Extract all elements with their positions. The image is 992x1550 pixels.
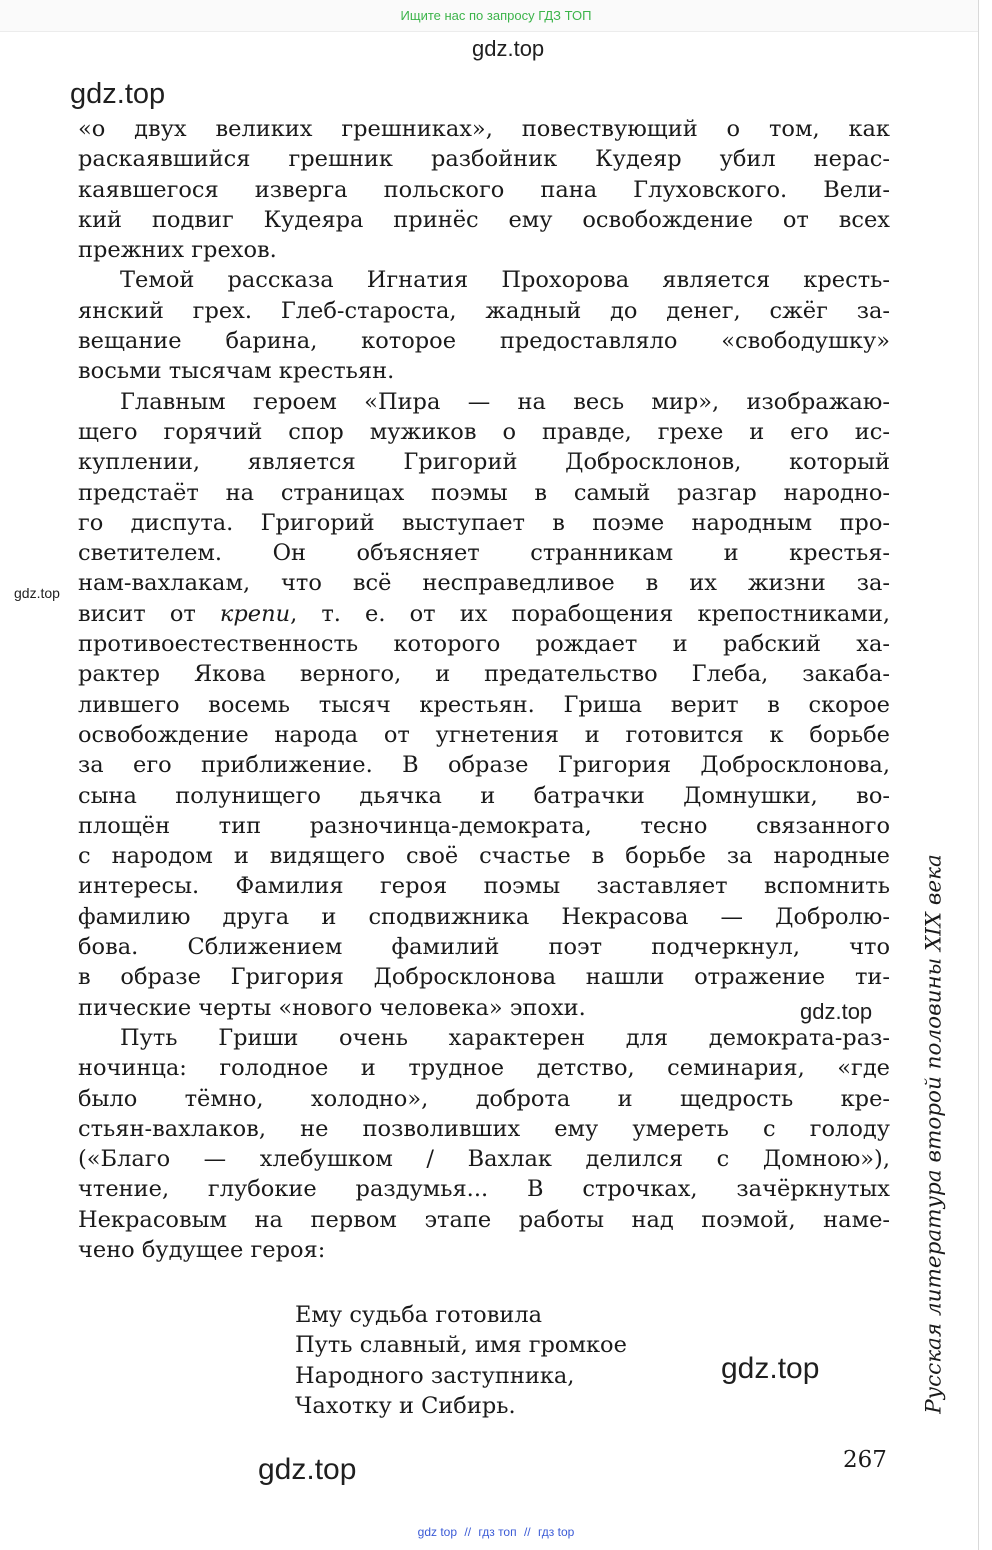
- poem-line: Путь славный, имя громкое: [295, 1332, 627, 1359]
- watermark: gdz.top: [258, 1453, 357, 1486]
- text-line: «о двух великих грешниках», повествующий о том, как: [78, 116, 890, 142]
- section-side-caption-text: Русская литература второй половины XIX века: [921, 854, 947, 1414]
- top-banner: [0, 0, 992, 32]
- bottom-link[interactable]: гдз top: [537, 1525, 575, 1539]
- text-line: светителем. Он объясняет странникам и крестья-: [78, 540, 890, 567]
- text-line: куплении, является Григорий Добросклонов, который: [78, 449, 890, 476]
- text-line: стьян-вахлаков, не позволивших ему умереть с голоду: [78, 1115, 890, 1142]
- text-line: («Благо — хлебушком / Вахлак делился с Домною»),: [78, 1146, 890, 1173]
- text-line: в образе Григория Добросклонова нашли отражение ти-: [78, 964, 890, 991]
- bottom-link[interactable]: gdz top: [417, 1525, 458, 1539]
- text-line: фамилию друга и сподвижника Некрасова — Добролю-: [78, 903, 890, 930]
- text-line: сына полунищего дьячка и батрачки Домнушки, во-: [78, 782, 890, 809]
- text-line: Путь Гриши очень характерен для демократа-раз-: [120, 1024, 890, 1051]
- poem-quote: [295, 1300, 627, 1421]
- poem-line: Народного заступника,: [295, 1362, 575, 1389]
- text-line: предстаёт на страницах поэмы в самый разгар народно-: [78, 479, 890, 506]
- text-line: восьми тысячам крестьян.: [78, 358, 395, 385]
- page-number: 267: [843, 1447, 887, 1473]
- bottom-link-separator: //: [464, 1525, 472, 1539]
- paragraph: [78, 1023, 890, 1265]
- text-line: пические черты «нового человека» эпохи.: [78, 994, 586, 1021]
- text-line: чено будущее героя:: [78, 1236, 326, 1263]
- text-line: прежних грехов.: [78, 237, 277, 264]
- text-line: площён тип разночинца-демократа, тесно связанного: [78, 812, 890, 839]
- text-line: раскаявшийся грешник разбойник Кудеяр убил нерас-: [78, 146, 890, 173]
- poem-line: Ему судьба готовила: [295, 1302, 543, 1328]
- text-line: чтение, глубокие раздумья... В строчках, зачёркнутых: [78, 1176, 890, 1203]
- text-line: каявшегося изверга польского пана Глуховского. Вели-: [78, 176, 890, 203]
- text-line: висит от крепи, т. е. от их порабощения крепостниками,: [78, 600, 890, 627]
- text-line: янский грех. Глеб-староста, жадный до денег, сжёг за-: [78, 297, 890, 324]
- text-line: рактер Якова верного, и предательство Глеба, закаба-: [78, 661, 890, 688]
- paragraph: [78, 114, 890, 265]
- bottom-link-separator: //: [523, 1525, 531, 1539]
- top-banner-text: Ищите нас по запросу ГДЗ ТОП: [400, 8, 592, 23]
- text-line: с народом и видящего своё счастье в борьбе за народные: [78, 843, 890, 870]
- text-line: Главным героем «Пира — на весь мир», изображаю-: [120, 388, 890, 415]
- body-text: [78, 114, 890, 1265]
- text-line: нам-вахлакам, что всё несправедливое в их жизни за-: [78, 570, 890, 597]
- text-line: бова. Сближением фамилий поэт подчеркнул, что: [78, 934, 890, 961]
- text-line: лившего восемь тысяч крестьян. Гриша верит в скорое: [78, 691, 890, 718]
- bottom-link[interactable]: гдз топ: [478, 1525, 517, 1539]
- text-line: ночинца: голодное и трудное детство, семинария, «где: [78, 1055, 890, 1082]
- text-line: вещание барина, которое предоставляло «свободушку»: [78, 328, 890, 355]
- text-line: было тёмно, холодно», доброта и щедрость кре-: [78, 1085, 890, 1112]
- watermark: gdz.top: [70, 78, 166, 110]
- text-line: освобождение народа от угнетения и готовится к борьбе: [78, 721, 890, 748]
- page-right-edge: [978, 0, 992, 1550]
- text-line: го диспута. Григорий выступает в поэме народным про-: [78, 509, 890, 536]
- text-line: Некрасовым на первом этапе работы над поэмой, наме-: [78, 1206, 890, 1233]
- text-line: интересы. Фамилия героя поэмы заставляет вспомнить: [78, 873, 890, 900]
- watermark: gdz.top: [14, 585, 60, 601]
- paragraph: [78, 265, 890, 386]
- watermark: gdz.top: [472, 36, 545, 61]
- text-line: кий подвиг Кудеяра принёс ему освобождение от всех: [78, 206, 890, 233]
- watermark: gdz.top: [721, 1352, 820, 1385]
- poem-line: Чахотку и Сибирь.: [295, 1392, 516, 1419]
- text-line: Темой рассказа Игнатия Прохорова является кресть-: [120, 267, 890, 294]
- text-line: за его приближение. В образе Григория Добросклонова,: [78, 752, 890, 779]
- bottom-links: [0, 1525, 992, 1539]
- paragraph: [78, 387, 890, 1023]
- text-line: щего горячий спор мужиков о правде, грехе и его ис-: [78, 418, 890, 445]
- text-line: противоестественность которого рождает и рабский ха-: [78, 631, 890, 658]
- watermark: gdz.top: [800, 999, 873, 1024]
